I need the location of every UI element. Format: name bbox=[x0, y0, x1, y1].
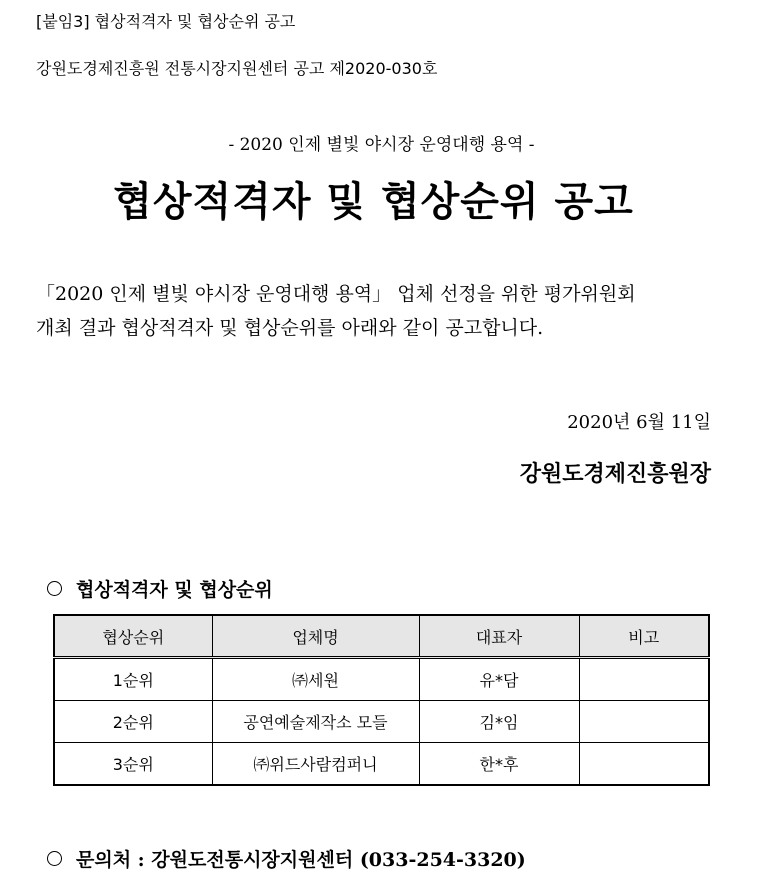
column-header-company: 업체명 bbox=[212, 615, 419, 658]
cell-company: ㈜위드사람컴퍼니 bbox=[212, 743, 419, 786]
notice-date: 2020년 6월 11일 bbox=[567, 412, 711, 433]
ranking-table bbox=[53, 614, 710, 786]
column-header-rank: 협상순위 bbox=[54, 615, 212, 658]
attachment-label: [붙임3] 협상적격자 및 협상순위 공고 bbox=[36, 12, 296, 31]
table-row bbox=[54, 743, 709, 786]
cell-representative: 김*임 bbox=[419, 701, 579, 743]
section-heading-ranking bbox=[47, 575, 273, 602]
circle-bullet-icon bbox=[47, 581, 62, 596]
cell-company: 공연예술제작소 모들 bbox=[212, 701, 419, 743]
cell-remarks bbox=[579, 701, 709, 743]
notice-number: 강원도경제진흥원 전통시장지원센터 공고 제2020-030호 bbox=[36, 59, 438, 78]
document-subtitle: - 2020 인제 별빛 야시장 운영대행 용역 - bbox=[228, 135, 535, 155]
cell-rank: 3순위 bbox=[54, 743, 212, 786]
cell-company: ㈜세원 bbox=[212, 658, 419, 701]
table-header-row bbox=[54, 615, 709, 658]
issuer-name: 강원도경제진흥원장 bbox=[519, 461, 711, 487]
cell-rank: 2순위 bbox=[54, 701, 212, 743]
section-heading-text: 협상적격자 및 협상순위 bbox=[76, 579, 273, 601]
body-paragraph bbox=[36, 277, 716, 345]
cell-remarks bbox=[579, 743, 709, 786]
cell-remarks bbox=[579, 658, 709, 701]
column-header-remarks: 비고 bbox=[579, 615, 709, 658]
ranking-table-container bbox=[53, 614, 708, 786]
section-heading-contact bbox=[47, 845, 526, 872]
table-row bbox=[54, 701, 709, 743]
body-line-1: 「2020 인제 별빛 야시장 운영대행 용역」 업체 선정을 위한 평가위원회 bbox=[36, 283, 636, 305]
circle-bullet-icon bbox=[47, 851, 62, 866]
contact-text: 문의처 : 강원도전통시장지원센터 (033-254-3320) bbox=[76, 849, 526, 871]
document-title: 협상적격자 및 협상순위 공고 bbox=[113, 179, 634, 225]
body-line-2: 개최 결과 협상적격자 및 협상순위를 아래와 같이 공고합니다. bbox=[36, 317, 544, 339]
cell-rank: 1순위 bbox=[54, 658, 212, 701]
column-header-representative: 대표자 bbox=[419, 615, 579, 658]
table-row bbox=[54, 658, 709, 701]
cell-representative: 한*후 bbox=[419, 743, 579, 786]
cell-representative: 유*담 bbox=[419, 658, 579, 701]
